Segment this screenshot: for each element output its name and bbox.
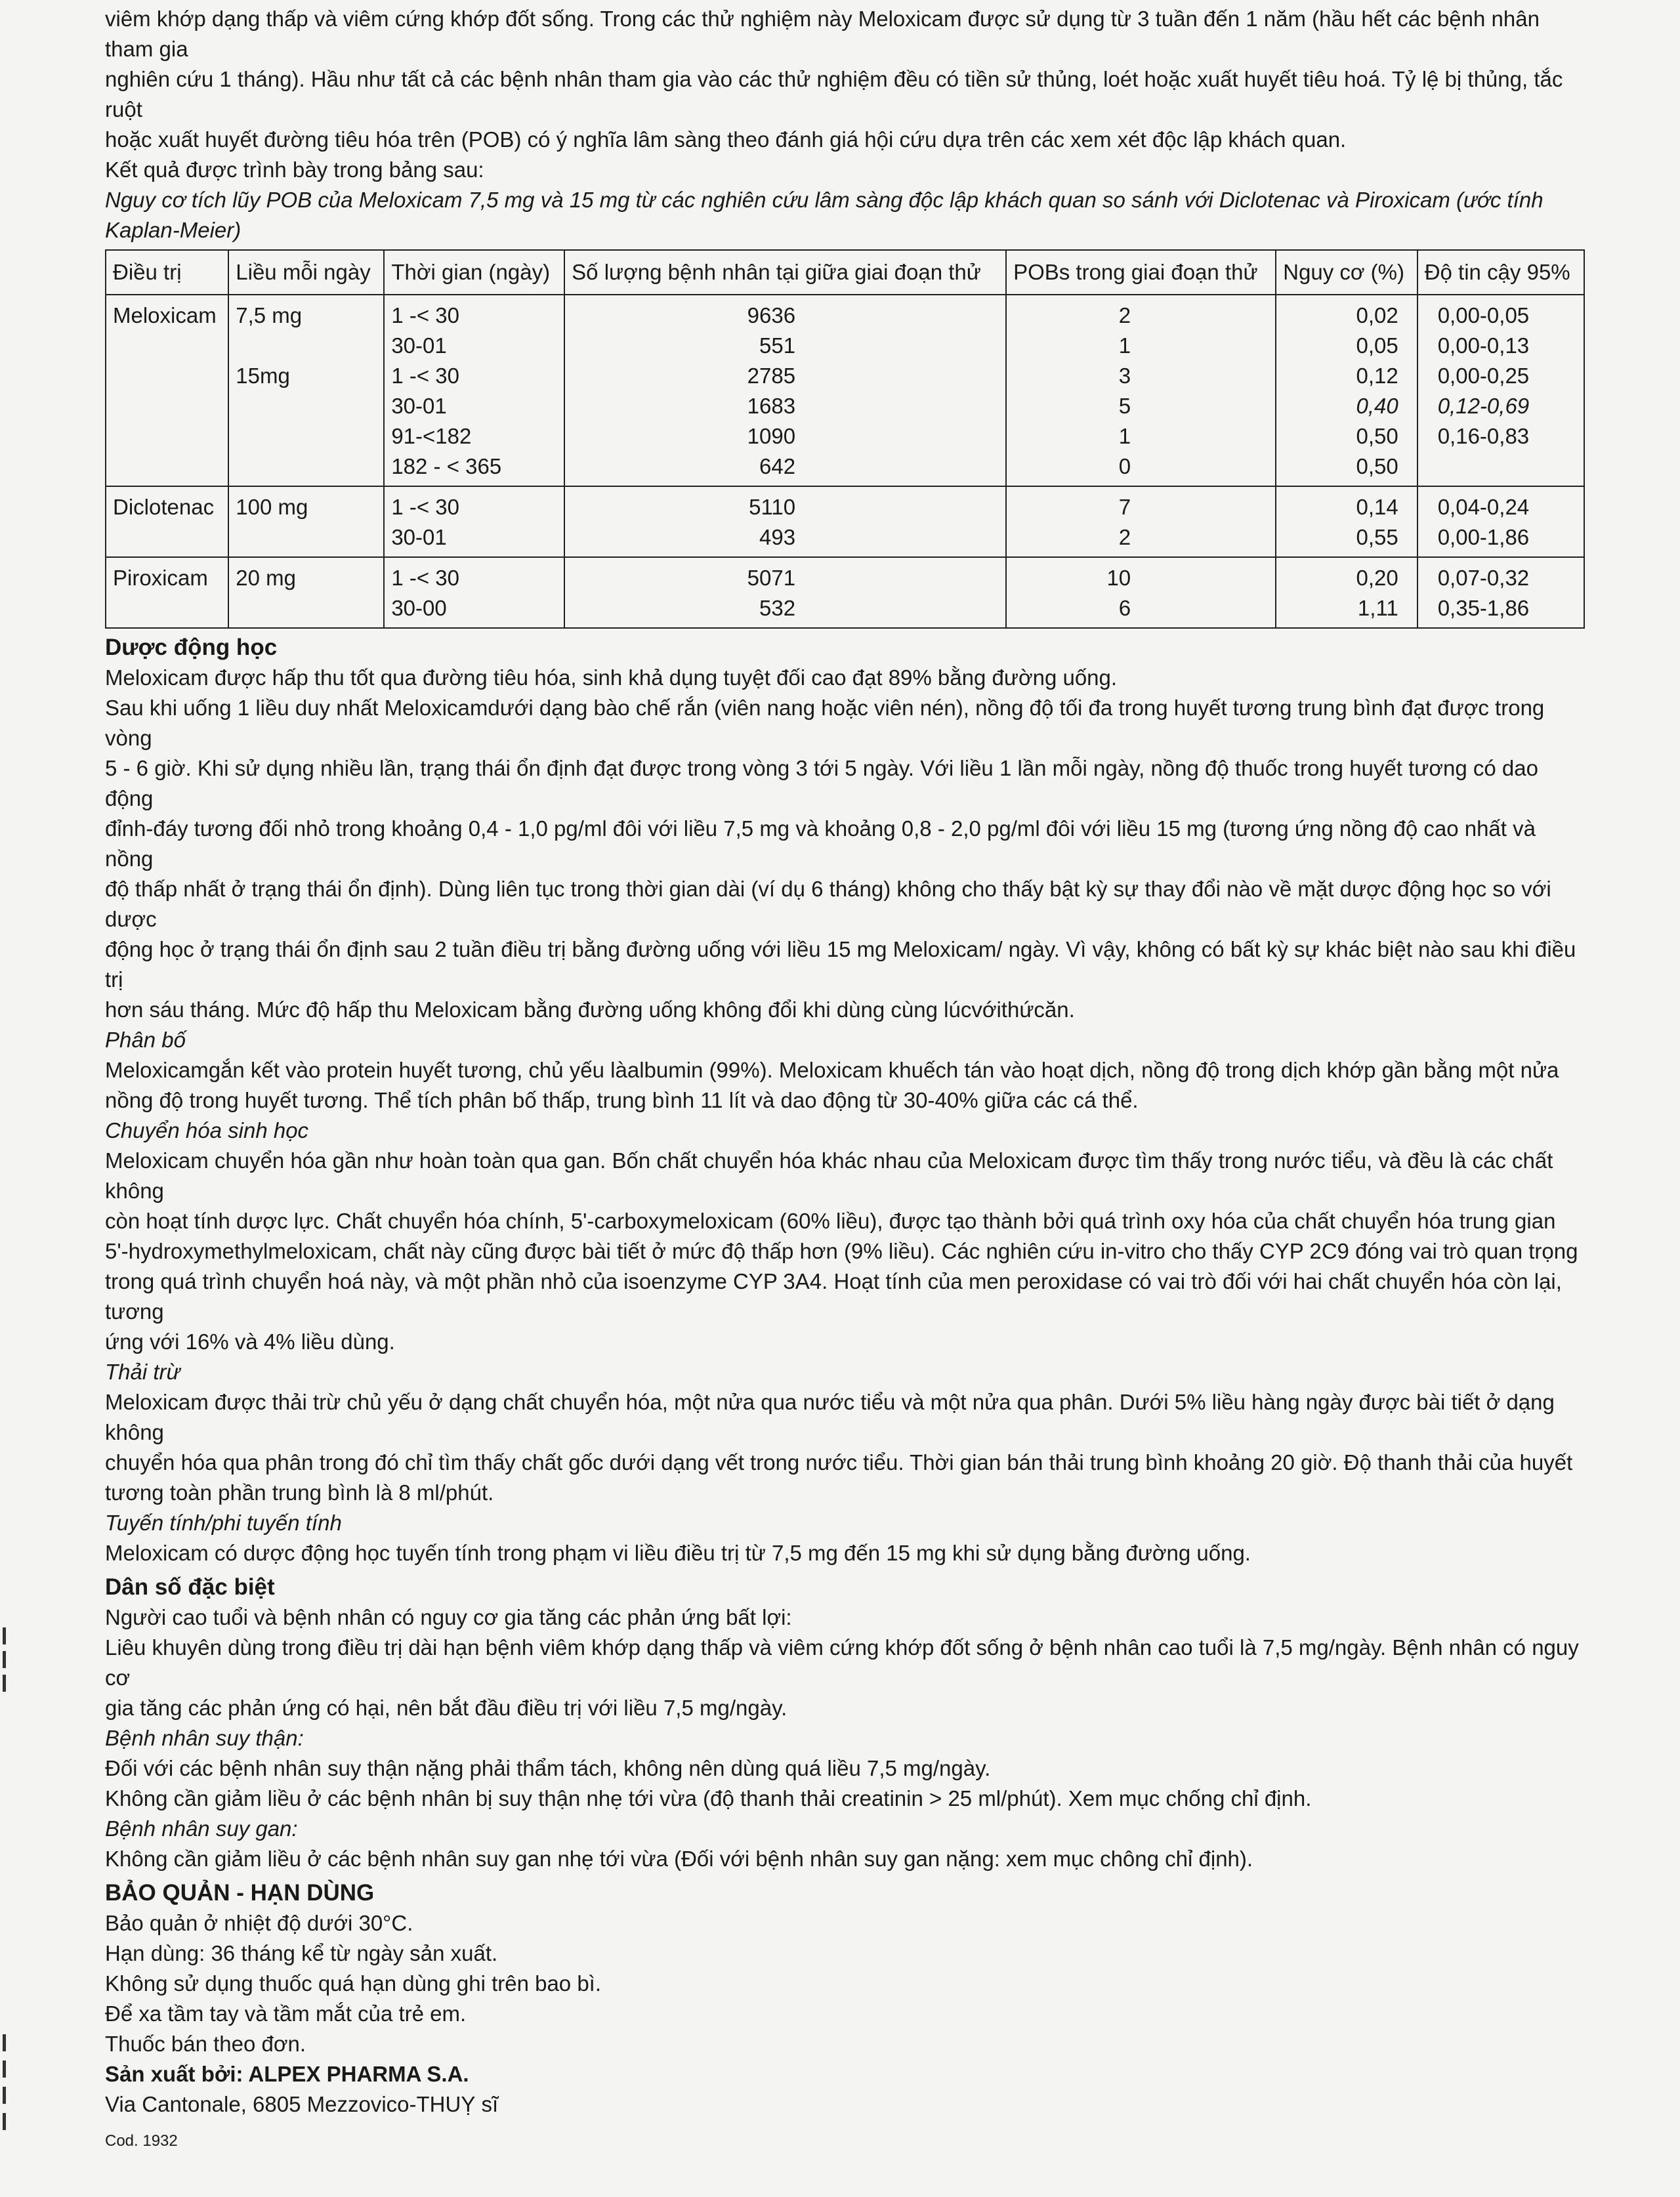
cell-pobs: 0 [1006, 451, 1276, 486]
renal-heading: Bệnh nhân suy thận: [105, 1726, 304, 1750]
hepatic-line: Không cần giảm liều ở các bệnh nhân suy gan nhẹ tới vừa (Đối với bệnh nhân suy gan nặng: xem mục chông chỉ định). [105, 1847, 1253, 1871]
cell-treatment: Diclotenac [106, 486, 228, 522]
distribution-line: nồng độ trong huyết tương. Thể tích phân bố thấp, trung bình 11 lít và dao động từ 30-40% giữa các cá thể. [105, 1088, 1139, 1112]
cell-risk: 0,05 [1276, 331, 1418, 361]
renal-line-1: Đối với các bệnh nhân suy thận nặng phải thẩm tách, không nên dùng quá liều 7,5 mg/ngày. [105, 1756, 991, 1780]
cell-dose [228, 451, 384, 486]
table-row [106, 361, 1584, 391]
distribution-line: Meloxicamgắn kết vào protein huyết tương, chủ yếu làalbumin (99%). Meloxicam khuếch tán vào hoạt dịch, nồng độ trong dịch khớp gần bằng một nửa [105, 1058, 1559, 1082]
pk-paragraph-2-line: Sau khi uống 1 liều duy nhất Meloxicamdưới dạng bào chế rắn (viên nang hoặc viên nén), nồng độ tối đa trong huyết tương trung bình đạt được trong vòng [105, 696, 1545, 750]
table-row [106, 331, 1584, 361]
metabolism-line: trong quá trình chuyển hoá này, và một phần nhỏ của isoenzyme CYP 3A4. Hoạt tính của men peroxidase có vai trò đối với hai chất chuyển hóa còn lại, tương [105, 1269, 1562, 1324]
distribution-heading: Phân bố [105, 1028, 186, 1052]
th-patients: Số lượng bệnh nhân tại giữa giai đoạn thử [564, 250, 1006, 295]
elimination-line: tương toàn phần trung bình là 8 ml/phút. [105, 1480, 494, 1505]
manufacturer-address: Via Cantonale, 6805 Mezzovico-THUỴ sĩ [105, 2092, 499, 2116]
cell-dose [228, 421, 384, 451]
manufacturer-label: Sản xuất bởi: ALPEX PHARMA S.A. [105, 2062, 469, 2086]
margin-marks [3, 0, 8, 2197]
cell-risk: 0,40 [1276, 391, 1418, 421]
cell-patients: 5110 [564, 486, 1006, 522]
cell-ci: 0,12-0,69 [1418, 391, 1584, 421]
cell-treatment [106, 522, 228, 557]
cell-patients: 5071 [564, 557, 1006, 593]
cell-patients: 9636 [564, 295, 1006, 331]
cell-time: 30-01 [384, 331, 564, 361]
cell-dose: 7,5 mg [228, 295, 384, 331]
cell-dose: 20 mg [228, 557, 384, 593]
cell-treatment [106, 391, 228, 421]
cell-patients: 551 [564, 331, 1006, 361]
cell-time: 182 - < 365 [384, 451, 564, 486]
th-dose: Liều mỗi ngày [228, 250, 384, 295]
cell-dose [228, 331, 384, 361]
cell-pobs: 1 [1006, 421, 1276, 451]
th-ci: Độ tin cậy 95% [1418, 250, 1584, 295]
margin-mark [3, 2034, 6, 2051]
elimination-heading: Thải trừ [105, 1360, 180, 1384]
th-treatment: Điều trị [106, 250, 228, 295]
metabolism-line: Meloxicam chuyển hóa gần như hoàn toàn qua gan. Bốn chất chuyển hóa khác nhau của Meloxicam được tìm thấy trong nước tiểu, và đều là các chất không [105, 1148, 1553, 1203]
table-row [106, 451, 1584, 486]
pk-paragraph-2-line: động học ở trạng thái ổn định sau 2 tuần điều trị bằng đường uống với liều 15 mg Meloxicam/ ngày. Vì vậy, không có bất kỳ sự khác biệt nào sau khi điều trị [105, 937, 1576, 992]
cell-patients: 532 [564, 593, 1006, 628]
cell-ci: 0,00-0,25 [1418, 361, 1584, 391]
storage-shelf-life: Hạn dùng: 36 tháng kể từ ngày sản xuất. [105, 1941, 498, 1965]
table-row [106, 593, 1584, 628]
cell-patients: 1683 [564, 391, 1006, 421]
table-row [106, 391, 1584, 421]
table-header-row [106, 250, 1584, 295]
metabolism-line: 5'-hydroxymethylmeloxicam, chất này cũng được bài tiết ở mức độ thấp hơn (9% liều). Các nghiên cứu in-vitro cho thấy CYP 2C9 đóng vai trò quan trọng [105, 1239, 1578, 1263]
cell-treatment [106, 421, 228, 451]
cell-pobs: 2 [1006, 522, 1276, 557]
intro-line-3: hoặc xuất huyết đường tiêu hóa trên (POB) có ý nghĩa lâm sàng theo đánh giá hội cứu dựa trên các xem xét độc lập khách quan. [105, 127, 1347, 152]
margin-mark [3, 1627, 6, 1644]
hepatic-heading: Bệnh nhân suy gan: [105, 1816, 298, 1841]
metabolism-heading: Chuyển hóa sinh học [105, 1118, 309, 1142]
cell-ci: 0,07-0,32 [1418, 557, 1584, 593]
pk-paragraph-1: Meloxicam được hấp thu tốt qua đường tiêu hóa, sinh khả dụng tuyệt đối cao đạt 89% bằng đường uống. [105, 665, 1118, 690]
cell-patients: 642 [564, 451, 1006, 486]
table-row [106, 557, 1584, 593]
cell-patients: 2785 [564, 361, 1006, 391]
cell-dose: 100 mg [228, 486, 384, 522]
cell-time: 30-01 [384, 391, 564, 421]
cell-time: 30-00 [384, 593, 564, 628]
cell-ci [1418, 451, 1584, 486]
cell-ci: 0,16-0,83 [1418, 421, 1584, 451]
cell-ci: 0,00-0,13 [1418, 331, 1584, 361]
pk-paragraph-2-line: hơn sáu tháng. Mức độ hấp thu Meloxicam bằng đường uống không đổi khi dùng cùng lúcvớithứcăn. [105, 997, 1075, 1022]
pob-risk-table [105, 249, 1585, 629]
cell-risk: 1,11 [1276, 593, 1418, 628]
storage-title: BẢO QUẢN - HẠN DÙNG [105, 1880, 375, 1906]
document-code: Cod. 1932 [105, 2132, 178, 2150]
th-pobs: POBs trong giai đoạn thử [1006, 250, 1276, 295]
cell-treatment [106, 451, 228, 486]
cell-patients: 493 [564, 522, 1006, 557]
storage-children-warning: Để xa tầm tay và tầm mắt của trẻ em. [105, 2001, 467, 2026]
cell-time: 1 -< 30 [384, 295, 564, 331]
table-row [106, 522, 1584, 557]
cell-patients: 1090 [564, 421, 1006, 451]
cell-pobs: 5 [1006, 391, 1276, 421]
cell-treatment [106, 331, 228, 361]
pk-section-title: Dược động học [105, 635, 278, 660]
cell-pobs: 6 [1006, 593, 1276, 628]
margin-mark [3, 2113, 6, 2130]
cell-pobs: 1 [1006, 331, 1276, 361]
special-populations-title: Dân số đặc biệt [105, 1574, 275, 1600]
intro-line-1: viêm khớp dạng thấp và viêm cứng khớp đốt sống. Trong các thử nghiệm này Meloxicam được sử dụng từ 3 tuần đến 1 năm (hầu hết các bệnh nhân tham gia [105, 7, 1540, 61]
intro-line-4: Kết quả được trình bày trong bảng sau: [105, 157, 484, 182]
cell-risk: 0,55 [1276, 522, 1418, 557]
th-risk: Nguy cơ (%) [1276, 250, 1418, 295]
cell-dose: 15mg [228, 361, 384, 391]
cell-ci: 0,04-0,24 [1418, 486, 1584, 522]
storage-expiry-warning: Không sử dụng thuốc quá hạn dùng ghi trên bao bì. [105, 1971, 602, 1996]
cell-time: 1 -< 30 [384, 361, 564, 391]
cell-pobs: 3 [1006, 361, 1276, 391]
cell-risk: 0,50 [1276, 451, 1418, 486]
table-caption: Nguy cơ tích lũy POB của Meloxicam 7,5 mg và 15 mg từ các nghiên cứu lâm sàng độc lập khách quan so sánh với Diclotenac và Piroxicam (ước tính Kaplan-Meier) [105, 188, 1544, 242]
margin-mark [3, 1651, 6, 1668]
elimination-line: Meloxicam được thải trừ chủ yếu ở dạng chất chuyển hóa, một nửa qua nước tiểu và một nửa qua phân. Dưới 5% liều hàng ngày được bài tiết ở dạng không [105, 1390, 1555, 1444]
table-row [106, 421, 1584, 451]
table-row [106, 486, 1584, 522]
cell-ci: 0,00-1,86 [1418, 522, 1584, 557]
linearity-text: Meloxicam có dược động học tuyến tính trong phạm vi liều điều trị từ 7,5 mg đến 15 mg khi sử dụng bằng đường uống. [105, 1541, 1251, 1565]
cell-dose [228, 391, 384, 421]
cell-pobs: 10 [1006, 557, 1276, 593]
storage-temperature: Bảo quản ở nhiệt độ dưới 30°C. [105, 1911, 413, 1935]
metabolism-line: còn hoạt tính dược lực. Chất chuyển hóa chính, 5'-carboxymeloxicam (60% liều), được tạo thành bởi quá trình oxy hóa của chất chuyển hóa trung gian [105, 1209, 1556, 1233]
pk-paragraph-2 [105, 693, 1588, 1025]
table-row [106, 295, 1584, 331]
intro-line-2: nghiên cứu 1 tháng). Hầu như tất cả các bệnh nhân tham gia vào các thử nghiệm đều có tiền sử thủng, loét hoặc xuất huyết tiêu hoá. Tỷ lệ bị thủng, tắc ruột [105, 67, 1563, 121]
margin-mark [3, 2087, 6, 2104]
cell-time: 1 -< 30 [384, 486, 564, 522]
cell-risk: 0,20 [1276, 557, 1418, 593]
cell-risk: 0,14 [1276, 486, 1418, 522]
renal-line-2: Không cần giảm liều ở các bệnh nhân bị suy thận nhẹ tới vừa (độ thanh thải creatinin > 25 ml/phút). Xem mục chống chỉ định. [105, 1786, 1312, 1810]
pk-paragraph-2-line: 5 - 6 giờ. Khi sử dụng nhiều lần, trạng thái ổn định đạt được trong vòng 3 tới 5 ngày. Với liều 1 lần mỗi ngày, nồng độ thuốc trong huyết tương có dao động [105, 756, 1538, 810]
cell-pobs: 2 [1006, 295, 1276, 331]
margin-mark [3, 1675, 6, 1692]
cell-risk: 0,02 [1276, 295, 1418, 331]
cell-treatment [106, 361, 228, 391]
cell-dose [228, 522, 384, 557]
cell-treatment [106, 593, 228, 628]
margin-mark [3, 2061, 6, 2078]
th-time: Thời gian (ngày) [384, 250, 564, 295]
pk-paragraph-2-line: đỉnh-đáy tương đối nhỏ trong khoảng 0,4 - 1,0 pg/ml đôi với liều 7,5 mg và khoảng 0,8 - 2,0 pg/ml đôi với liều 15 mg (tương ứng nồng độ cao nhất và nồng [105, 816, 1536, 871]
cell-dose [228, 593, 384, 628]
elimination-line: chuyển hóa qua phân trong đó chỉ tìm thấy chất gốc dưới dạng vết trong nước tiểu. Thời gian bán thải trung bình khoảng 20 giờ. Độ thanh thải của huyết [105, 1450, 1573, 1475]
cell-ci: 0,00-0,05 [1418, 295, 1584, 331]
cell-time: 91-<182 [384, 421, 564, 451]
prescription-note: Thuốc bán theo đơn. [105, 2032, 306, 2056]
metabolism-line: ứng với 16% và 4% liều dùng. [105, 1329, 395, 1354]
elderly-line: Liêu khuyên dùng trong điều trị dài hạn bệnh viêm khớp dạng thấp và viêm cứng khớp đốt sống ở bệnh nhân cao tuổi là 7,5 mg/ngày. Bệnh nhân có nguy cơ [105, 1635, 1579, 1690]
cell-time: 1 -< 30 [384, 557, 564, 593]
cell-treatment: Piroxicam [106, 557, 228, 593]
elderly-line: gia tăng các phản ứng có hại, nên bắt đầu điều trị với liều 7,5 mg/ngày. [105, 1696, 788, 1720]
cell-time: 30-01 [384, 522, 564, 557]
linearity-heading: Tuyến tính/phi tuyến tính [105, 1511, 342, 1535]
cell-pobs: 7 [1006, 486, 1276, 522]
elderly-intro: Người cao tuổi và bệnh nhân có nguy cơ gia tăng các phản ứng bất lợi: [105, 1605, 792, 1629]
pk-paragraph-2-line: độ thấp nhất ở trạng thái ổn định). Dùng liên tục trong thời gian dài (ví dụ 6 tháng) không cho thấy bật kỳ sự thay đổi nào về mặt dược động học so với dược [105, 877, 1551, 931]
cell-risk: 0,50 [1276, 421, 1418, 451]
cell-treatment: Meloxicam [106, 295, 228, 331]
cell-risk: 0,12 [1276, 361, 1418, 391]
cell-ci: 0,35-1,86 [1418, 593, 1584, 628]
